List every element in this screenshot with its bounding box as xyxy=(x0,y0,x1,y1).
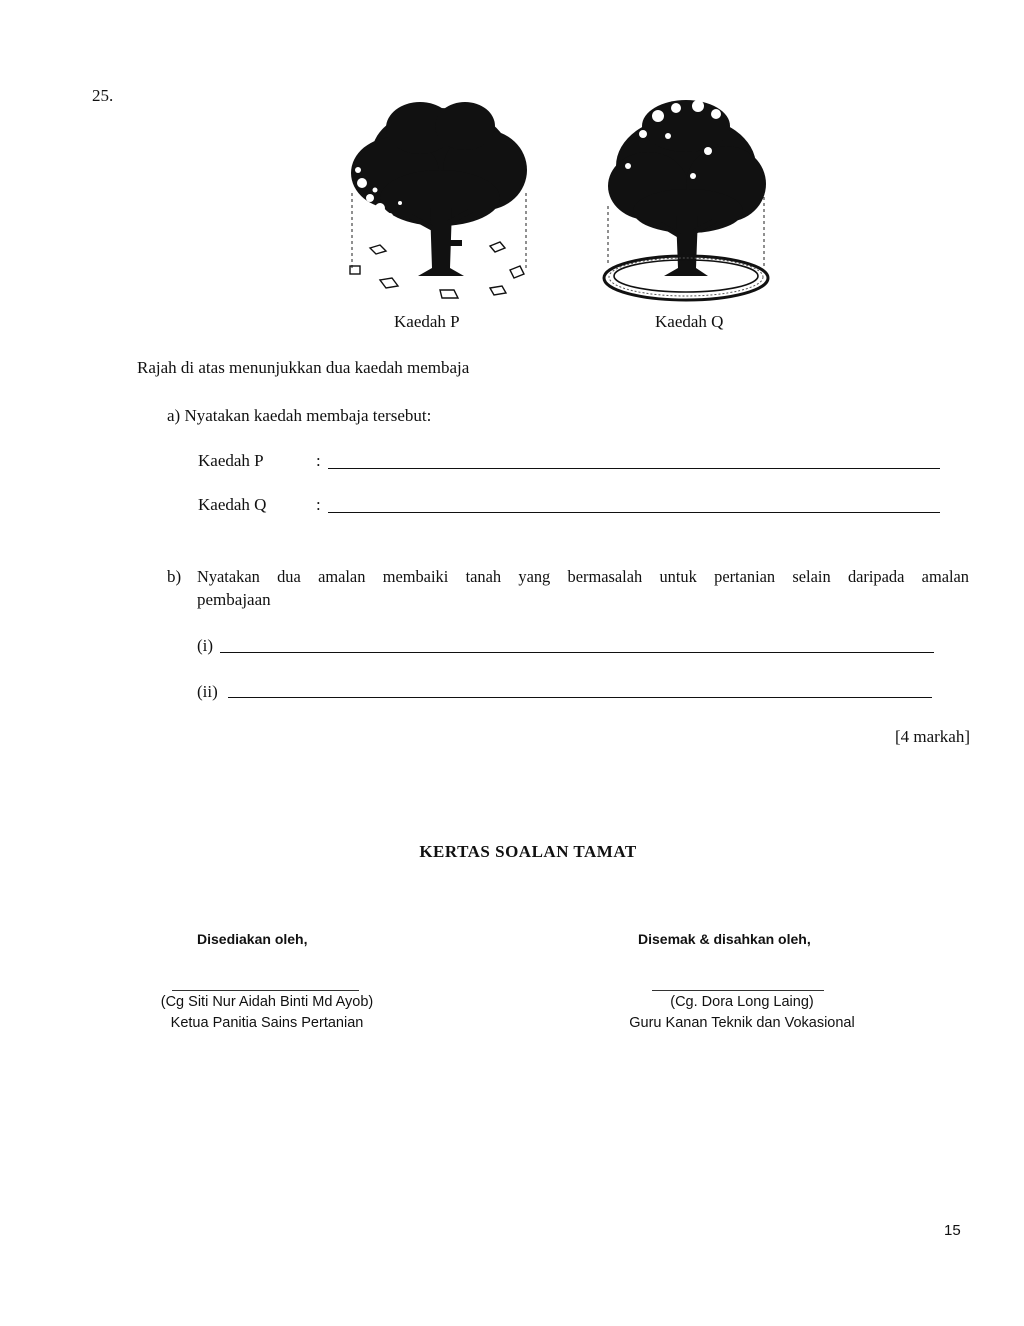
marks-label: [4 markah] xyxy=(894,727,970,746)
question-stem: Rajah di atas menunjukkan dua kaedah membaja xyxy=(137,358,470,377)
answer-line-kaedah-p[interactable] xyxy=(328,468,940,469)
part-a-colon-p: : xyxy=(316,451,321,470)
signature-right-role: Guru Kanan Teknik dan Vokasional xyxy=(629,1015,855,1031)
tree-figure-q xyxy=(598,96,776,306)
part-a-colon-q: : xyxy=(316,495,321,514)
part-b-prompt-line1: Nyatakan dua amalan membaiki tanah yang bermasalah untuk pertanian selain daripada amalan xyxy=(197,567,969,586)
page-number: 15 xyxy=(944,1222,961,1239)
answer-line-kaedah-q[interactable] xyxy=(328,512,940,513)
figure-label-p: Kaedah P xyxy=(394,312,460,331)
question-number: 25. xyxy=(92,86,114,105)
part-b-marker: b) xyxy=(167,567,182,586)
end-title: KERTAS SOALAN TAMAT xyxy=(419,842,637,861)
signature-left-heading: Disediakan oleh, xyxy=(197,931,308,947)
figure-label-q: Kaedah Q xyxy=(655,312,724,331)
signature-right-heading: Disemak & disahkan oleh, xyxy=(638,931,811,947)
signature-left-role: Ketua Panitia Sains Pertanian xyxy=(170,1015,364,1031)
part-b-answer-label-ii: (ii) xyxy=(197,682,218,701)
tree-figure-p xyxy=(340,98,540,303)
answer-line-i[interactable] xyxy=(220,652,934,653)
signature-right-name: (Cg. Dora Long Laing) xyxy=(670,994,814,1010)
part-a-prompt: a) Nyatakan kaedah membaja tersebut: xyxy=(167,406,432,425)
part-a-label-p: Kaedah P xyxy=(198,451,264,470)
part-b-prompt-line2: pembajaan xyxy=(197,590,271,609)
signature-line-left xyxy=(172,990,359,991)
part-b-answer-label-i: (i) xyxy=(197,636,214,655)
signature-line-right xyxy=(652,990,824,991)
signature-left-name: (Cg Siti Nur Aidah Binti Md Ayob) xyxy=(160,994,374,1010)
answer-line-ii[interactable] xyxy=(228,697,932,698)
part-a-label-q: Kaedah Q xyxy=(198,495,267,514)
